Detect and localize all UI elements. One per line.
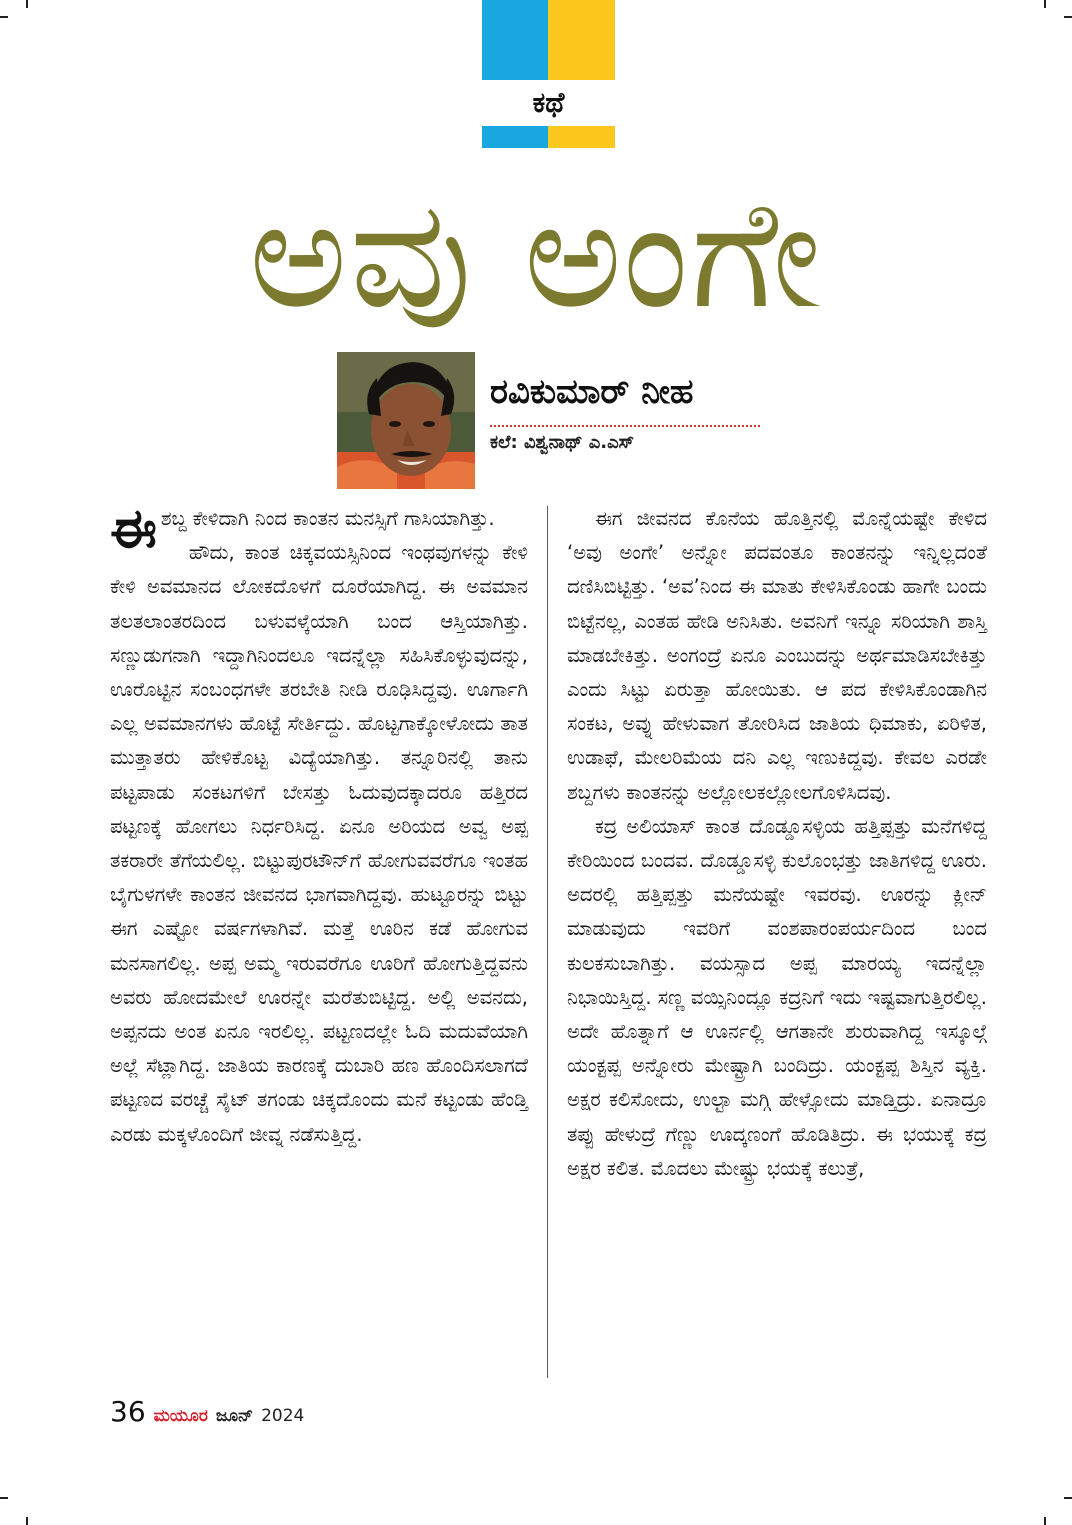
body-column-right <box>567 502 987 1186</box>
crop-mark-bottom-right-v <box>1044 1517 1046 1525</box>
section-label: ಕಥೆ <box>532 86 565 119</box>
section-logo <box>482 0 615 148</box>
drop-cap: ಈ <box>110 497 157 560</box>
story-title: ಅವು ಅಂಗೇ <box>248 168 824 342</box>
paragraph: ಕದ್ರ ಅಲಿಯಾಸ್ ಕಾಂತ ದೊಡ್ಡೂಸಳ್ಳಿಯ ಹತ್ತಿಪ್ಪತ್ತು ಮನೆಗಳಿದ್ದ ಕೇರಿಯಿಂದ ಬಂದವ. ದೊಡ್ಡೂಸಳ್ಳಿ ಕುಲೊಂಭತ್ತು ಜಾತಿಗಳಿದ್ದ ಊರು. ಅದರಲ್ಲಿ ಹತ್ತಿಪ್ಪತ್ತು ಮನೆಯಷ್ಟೇ ಇವರವು. ಊರನ್ನು ಕ್ಲೀನ್ ಮಾಡುವುದು ಇವರಿಗೆ ವಂಶಪಾರಂಪರ್ಯದಿಂದ ಬಂದ ಕುಲಕಸುಬಾಗಿತ್ತು. ವಯಸ್ಸಾದ ಅಪ್ಪ ಮಾರಯ್ಯ ಇದನ್ನೆಲ್ಲಾ ನಿಭಾಯಿಸ್ತಿದ್ದ. ಸಣ್ಣ ವಯ್ಸಿನಿಂದ್ಲೂ ಕದ್ರನಿಗೆ ಇದು ಇಷ್ಟವಾಗುತ್ತಿರಲಿಲ್ಲ. ಅದೇ ಹೊತ್ನಾಗೆ ಆ ಊರ್ನಲ್ಲಿ ಆಗತಾನೇ ಶುರುವಾಗಿದ್ದ ಇಸ್ಕೂಲ್ಗೆ ಯಂಕ್ಟಪ್ಪ ಅನ್ನೋರು ಮೇಷ್ಟ್ರಾಗಿ ಬಂದಿದ್ರು. ಯಂಕ್ಟಪ್ಪ ಶಿಸ್ತಿನ ವ್ಯಕ್ತಿ. ಅಕ್ಷರ ಕಲಿಸೋದು, ಉಲ್ಟಾ ಮಗ್ಗಿ ಹೇಳ್ಸೋದು ಮಾಡ್ತಿದ್ರು. ಏನಾದ್ರೂ ತಪ್ಪು ಹೇಳುದ್ರೆ ಗೆಣ್ಣು ಊದ್ಕಣಂಗೆ ಹೊಡಿತಿದ್ರು. ಈ ಭಯುಕ್ಕೆ ಕದ್ರ ಅಕ್ಷರ ಕಲಿತ. ಮೊದಲು ಮೇಷ್ಟ್ರು ಭಯಕ್ಕೆ ಕಲುತ್ರೆ, <box>567 814 987 1180</box>
author-photo <box>337 352 475 489</box>
crop-mark-bottom-right <box>1064 1497 1072 1499</box>
crop-mark-top-right <box>1064 16 1072 18</box>
paragraph: ಈಗ ಜೀವನದ ಕೊನೆಯ ಹೊತ್ತಿನಲ್ಲಿ ಮೊನ್ನೆಯಷ್ಟೇ ಕೇಳಿದ ‘ಅವು ಅಂಗೇ’ ಅನ್ನೋ ಪದವಂತೂ ಕಾಂತನನ್ನು ಇನ್ನಿಲ್ಲದಂತೆ ದಣಿಸಿಬಿಟ್ಟಿತ್ತು. ‘ಅವ’ನಿಂದ ಈ ಮಾತು ಕೇಳಿಸಿಕೊಂಡು ಹಾಗೇ ಬಂದು ಬಿಟ್ಟೆನಲ್ಲ, ಎಂತಹ ಹೇಡಿ ಅನಿಸಿತು. ಅವನಿಗೆ ಇನ್ನೂ ಸರಿಯಾಗಿ ಶಾಸ್ತಿ ಮಾಡಬೇಕಿತ್ತು. ಅಂಗಂದ್ರೆ ಏನೂ ಎಂಬುದನ್ನು ಅರ್ಥಮಾಡಿಸಬೇಕಿತ್ತು ಎಂದು ಸಿಟ್ಟು ಏರುತ್ತಾ ಹೋಯಿತು. ಆ ಪದ ಕೇಳಿಸಿಕೊಂಡಾಗಿನ ಸಂಕಟ, ಅವ್ನು ಹೇಳುವಾಗ ತೋರಿಸಿದ ಜಾತಿಯ ಧಿಮಾಕು, ಏರಿಳಿತ, ಉಡಾಫೆ, ಮೇಲರಿಮೆಯ ದನಿ ಎಲ್ಲ ಇಣುಕಿದ್ದವು. ಕೇವಲ ಎರಡೇ ಶಬ್ದಗಳು ಕಾಂತನನ್ನು ಅಲ್ಲೋಲಕಲ್ಲೋಲಗೊಳಿಸಿದವು. <box>567 507 987 804</box>
logo-blue-bar <box>482 126 548 148</box>
logo-yellow-block <box>548 0 615 80</box>
magazine-name: ಮಯೂರ <box>153 1406 208 1426</box>
author-name: ರವಿಕುಮಾರ್ ನೀಹ <box>490 372 694 412</box>
crop-mark-top-left <box>0 16 8 18</box>
crop-mark-bottom-left-v <box>26 1517 28 1525</box>
body-column-left <box>110 497 528 1152</box>
page-footer <box>110 1395 304 1429</box>
logo-yellow-bar <box>548 126 615 148</box>
issue-year: 2024 <box>261 1406 305 1426</box>
crop-mark-top-right-v <box>1044 0 1046 8</box>
paragraph-text: ಶಬ್ದ ಕೇಳಿದಾಗಿ ನಿಂದ ಕಾಂತನ ಮನಸ್ಸಿಗೆ ಗಾಸಿಯಾಗಿತ್ತು. <box>160 507 495 530</box>
illustration-credit: ಕಲೆ: ವಿಶ್ವನಾಥ್ ಎ.ಎಸ್‌ <box>490 432 635 453</box>
logo-blue-block <box>482 0 548 80</box>
byline-rule <box>490 425 760 427</box>
issue-month: ಜೂನ್ <box>215 1406 254 1426</box>
paragraph-opening <box>110 497 528 560</box>
crop-mark-top-left-v <box>26 0 28 8</box>
page-number: 36 <box>110 1395 146 1428</box>
column-divider <box>547 506 548 1378</box>
crop-mark-bottom-left <box>0 1497 8 1499</box>
paragraph: ಹೌದು, ಕಾಂತ ಚಿಕ್ಕವಯಸ್ಸಿನಿಂದ ಇಂಥವುಗಳನ್ನು ಕೇಳಿ ಕೇಳಿ ಅವಮಾನದ ಲೋಕದೊಳಗೆ ದೂರೆಯಾಗಿದ್ದ. ಈ ಅವಮಾನ ತಲತಲಾಂತರದಿಂದ ಬಳುವಳ್ಕೆಯಾಗಿ ಬಂದ ಆಸ್ತಿಯಾಗಿತ್ತು. ಸಣ್ಣುಡುಗನಾಗಿ ಇದ್ದಾಗಿನಿಂದಲೂ ಇದನ್ನೆಲ್ಲಾ ಸಹಿಸಿಕೊಳ್ಳುವುದನ್ನು, ಊರೊಟ್ಟಿನ ಸಂಬಂಧಗಳೇ ತರಬೇತಿ ನೀಡಿ ರೂಢಿಸಿದ್ದವು. ಊರ್ಗಾಗಿ ಎಲ್ಲ ಅವಮಾನಗಳು ಹೊಟ್ಟೆ ಸೇರ್ತಿದ್ದು. ಹೊಟ್ಟಗಾಕ್ಕೋಳೋದು ತಾತ ಮುತ್ತಾತರು ಹೇಳಿಕೊಟ್ಟ ವಿದ್ಯೆಯಾಗಿತ್ತು. ತನ್ನೂರಿನಲ್ಲಿ ತಾನು ಪಟ್ಟಪಾಡು ಸಂಕಟಗಳಿಗೆ ಬೇಸತ್ತು ಓದುವುದಕ್ಕಾದರೂ ಹತ್ತಿರದ ಪಟ್ಟಣಕ್ಕೆ ಹೋಗಲು ನಿರ್ಧರಿಸಿದ್ದ. ಏನೂ ಅರಿಯದ ಅವ್ವ ಅಪ್ಪ ತಕರಾರೇ ತೆಗೆಯಲಿಲ್ಲ. ಬಿಟ್ಟುಪುರಟೌನ್‌ಗೆ ಹೋಗುವವರೆಗೂ ಇಂತಹ ಬೈಗುಳಗಳೇ ಕಾಂತನ ಜೀವನದ ಭಾಗವಾಗಿದ್ದವು. ಹುಟ್ಟೂರನ್ನು ಬಿಟ್ಟು ಈಗ ಎಷ್ಟೋ ವರ್ಷಗಳಾಗಿವೆ. ಮತ್ತೆ ಊರಿನ ಕಡೆ ಹೋಗುವ ಮನಸಾಗಲಿಲ್ಲ. ಅಪ್ಪ ಅಮ್ಮ ಇರುವರೆಗೂ ಊರಿಗೆ ಹೋಗುತ್ತಿದ್ದವನು ಅವರು ಹೋದಮೇಲೆ ಊರನ್ನೇ ಮರೆತುಬಿಟ್ಟಿದ್ದ. ಅಲ್ಲಿ ಅವನದು, ಅಪ್ಪನದು ಅಂತ ಏನೂ ಇರಲಿಲ್ಲ. ಪಟ್ಟಣದಲ್ಲೇ ಓದಿ ಮದುವೆಯಾಗಿ ಅಲ್ಲೆ ಸೆಟ್ಲಾಗಿದ್ದ. ಜಾತಿಯ ಕಾರಣಕ್ಕೆ ದುಬಾರಿ ಹಣ ಹೊಂದಿಸಲಾಗದೆ ಪಟ್ಟಣದ ವರಚ್ಚೆ ಸೈಟ್ ತಗಂಡು ಚಿಕ್ಕದೊಂದು ಮನೆ ಕಟ್ಟಂಡು ಹೆಂಡ್ತಿ ಎರಡು ಮಕ್ಕಳೊಂದಿಗೆ ಜೀವ್ನ ನಡೆಸುತ್ತಿದ್ದ. <box>110 541 528 1146</box>
